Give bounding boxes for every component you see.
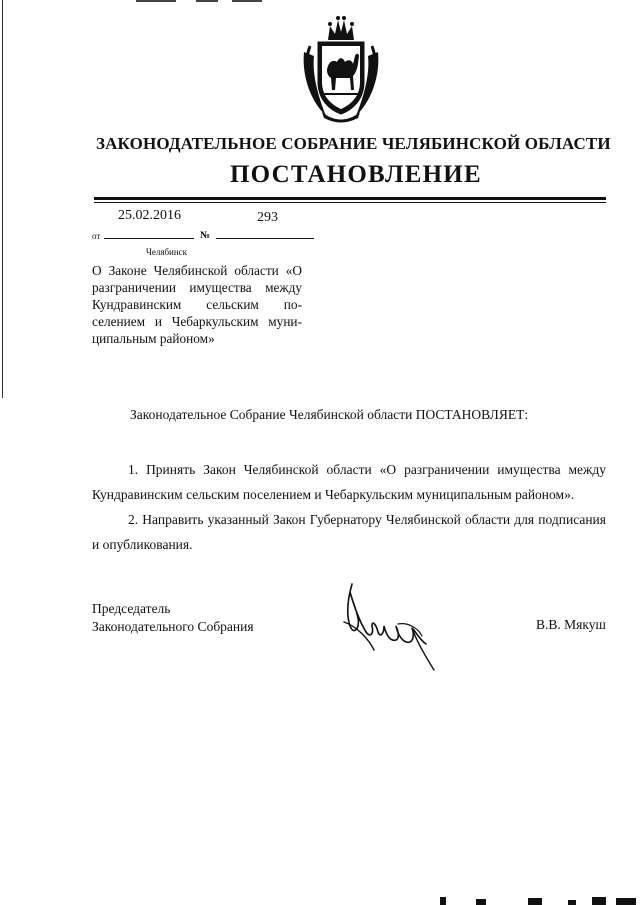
city-name: Челябинск bbox=[146, 247, 188, 257]
resolution-item-1: 1. Принять Закон Челябинской области «О разграничении имущества между Кундравинским сельским поселением и Чебаркульским муниципальным районом». bbox=[92, 462, 606, 502]
scan-top-mark bbox=[196, 0, 218, 2]
resolution-item-2: 2. Направить указанный Закон Губернатору Челябинской области для подписания и опубликования. bbox=[92, 512, 606, 552]
scan-edge-line bbox=[2, 0, 3, 398]
document-subject: О Законе Челябинской области «О разграничении имущества между Кундравинским сельским поселением и Чебаркульским муниципальным районом» bbox=[92, 263, 302, 346]
preamble-text: Законодательное Собрание Челябинской области ПОСТАНОВЛЯЕТ: bbox=[130, 407, 529, 422]
signatory-position-line-1: Председатель bbox=[92, 601, 171, 616]
scan-top-mark bbox=[136, 0, 176, 2]
signatory-name: В.В. Мякуш bbox=[536, 617, 606, 632]
signatory-position-line-2: Законодательного Собрания bbox=[92, 619, 254, 634]
header-rule-thick bbox=[94, 197, 606, 200]
scan-top-mark bbox=[232, 0, 262, 2]
document-date: 25.02.2016 bbox=[118, 208, 181, 223]
document-number: 293 bbox=[257, 210, 278, 225]
date-label: от bbox=[92, 231, 101, 241]
signatory-position bbox=[92, 600, 254, 636]
header-rule-thin bbox=[94, 202, 606, 203]
scan-bottom-marks bbox=[440, 893, 636, 905]
organization-title: ЗАКОНОДАТЕЛЬНОЕ СОБРАНИЕ ЧЕЛЯБИНСКОЙ ОБЛАСТИ bbox=[96, 134, 611, 153]
date-underline bbox=[104, 238, 194, 239]
handwritten-signature bbox=[338, 578, 448, 680]
number-underline bbox=[216, 238, 314, 239]
coat-of-arms-emblem bbox=[300, 12, 382, 124]
document-type-title: ПОСТАНОВЛЕНИЕ bbox=[230, 161, 482, 188]
number-label: № bbox=[200, 230, 211, 241]
